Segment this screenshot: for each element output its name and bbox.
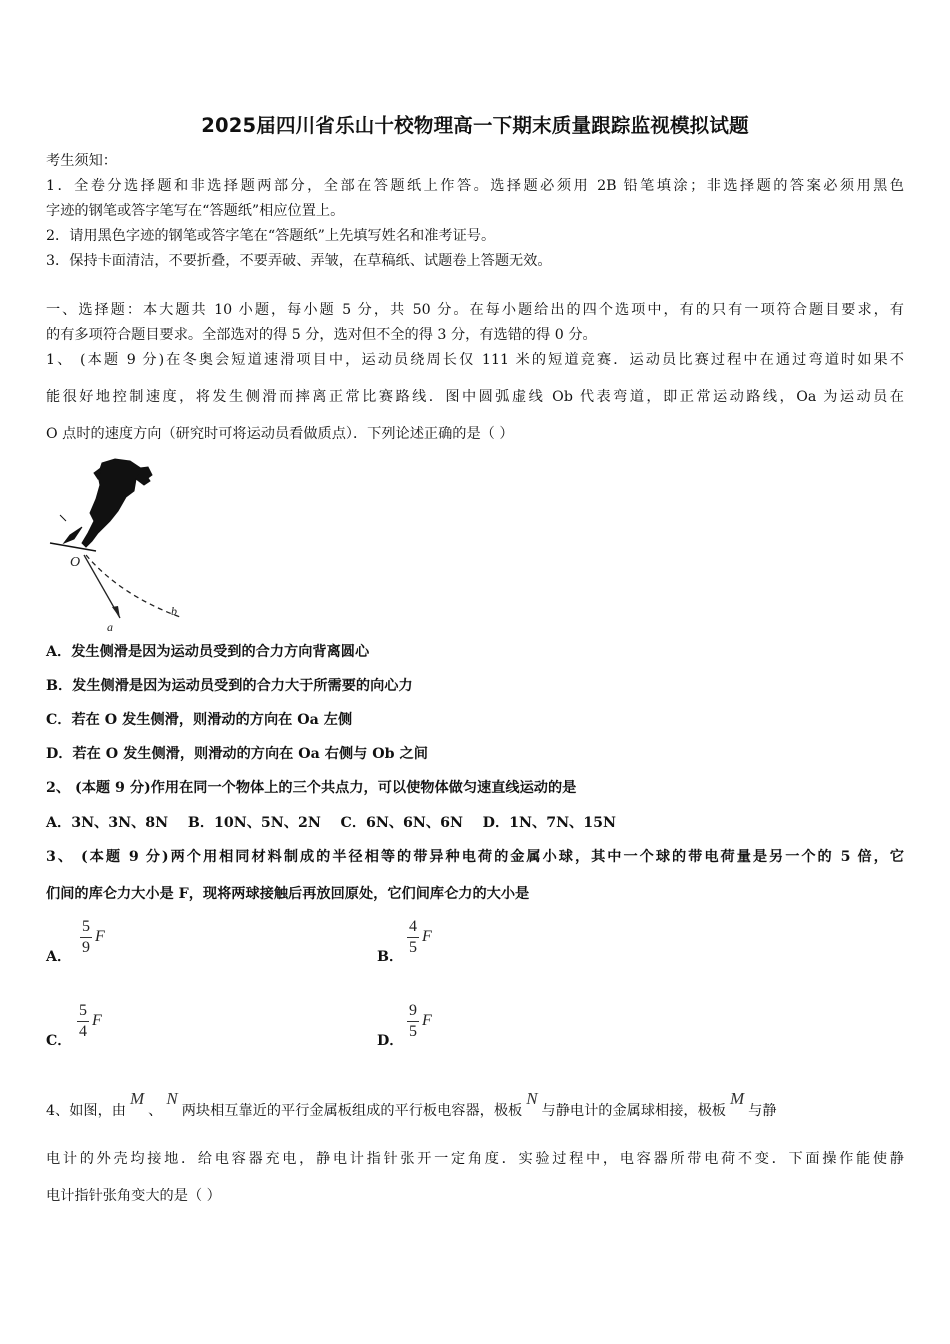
skater-figure bbox=[50, 459, 152, 551]
question-3-stem: 3、 (本题 9 分)两个用相同材料制成的半径相等的带异种电荷的金属小球，其中一个球的带电荷量是另一个的 5 倍，它 bbox=[46, 849, 904, 865]
section-1-instructions-cont: 的有多项符合题目要求。全部选对的得 5 分，选对但不全的得 3 分，有选错的得 0 分。 bbox=[46, 327, 597, 343]
plate-N-symbol-2: N bbox=[526, 1089, 538, 1108]
curve-Ob-dashed bbox=[86, 555, 180, 617]
question-2-stem: 2、 (本题 9 分)作用在同一个物体上的三个共点力，可以使物体做匀速直线运动的是 bbox=[46, 780, 577, 796]
question-1-option-B: B．发生侧滑是因为运动员受到的合力大于所需要的向心力 bbox=[46, 678, 413, 694]
question-1-option-C: C．若在 O 发生侧滑，则滑动的方向在 Oa 左侧 bbox=[46, 712, 353, 728]
question-3-option-D-fraction: 9 5 F bbox=[409, 1002, 432, 1040]
question-1-stem-cont: 能很好地控制速度，将发生侧滑而摔离正常比赛路线．图中圆弧虚线 Ob 代表弯道，即正常运动路线，Oa 为运动员在 bbox=[46, 389, 904, 405]
question-1-option-A: A．发生侧滑是因为运动员受到的合力方向背离圆心 bbox=[46, 644, 370, 660]
point-O-label: O bbox=[70, 555, 81, 570]
plate-M-symbol-2: M bbox=[730, 1089, 745, 1108]
point-b-label: b bbox=[171, 604, 177, 618]
question-3-option-C-fraction: 5 4 F bbox=[79, 1002, 102, 1040]
question-1-option-D: D．若在 O 发生侧滑，则滑动的方向在 Oa 右侧与 Ob 之间 bbox=[46, 746, 428, 762]
notice-item-1: 1．全卷分选择题和非选择题两部分，全部在答题纸上作答。选择题必须用 2B 铅笔填涂；非选择题的答案必须用黑色 bbox=[46, 178, 904, 194]
notice-item-1-cont: 字迹的钢笔或答字笔写在“答题纸”相应位置上。 bbox=[46, 203, 345, 219]
question-3-option-A-label: A． bbox=[46, 949, 72, 965]
notice-heading: 考生须知： bbox=[46, 153, 117, 169]
question-4-stem: 4、如图，由M、N两块相互靠近的平行金属板组成的平行板电容器，极板N与静电计的金属球相接，极板M与静 bbox=[46, 1089, 777, 1119]
section-1-instructions: 一、选择题：本大题共 10 小题，每小题 5 分，共 50 分。在每小题给出的四个选项中，有的只有一项符合题目要求，有 bbox=[46, 302, 904, 318]
notice-item-3: 3．保持卡面清洁，不要折叠，不要弄破、弄皱，在草稿纸、试题卷上答题无效。 bbox=[46, 253, 552, 269]
question-4-stem-end: 电计指针张角变大的是（ ） bbox=[46, 1188, 221, 1204]
question-3-stem-cont: 们间的库仑力大小是 F，现将两球接触后再放回原处，它们间库仑力的大小是 bbox=[46, 886, 530, 902]
question-3-option-D-label: D． bbox=[377, 1033, 404, 1049]
question-3-option-B-label: B． bbox=[377, 949, 404, 965]
question-3-option-C-label: C． bbox=[46, 1033, 72, 1049]
arrow-head-icon bbox=[112, 606, 120, 618]
skater-diagram bbox=[40, 455, 190, 635]
point-a-label: a bbox=[107, 620, 113, 634]
question-2-options: A．3N、3N、8N B．10N、5N、2N C．6N、6N、6N D．1N、7N、15N bbox=[46, 815, 616, 831]
page-title: 2025届四川省乐山十校物理高一下期末质量跟踪监视模拟试题 bbox=[201, 114, 749, 137]
question-4-stem-cont: 电计的外壳均接地．给电容器充电，静电计指针张开一定角度．实验过程中，电容器所带电荷不变．下面操作能使静 bbox=[46, 1151, 904, 1167]
notice-item-2: 2．请用黑色字迹的钢笔或答字笔在“答题纸”上先填写姓名和准考证号。 bbox=[46, 228, 496, 244]
question-3-option-B-fraction: 4 5 F bbox=[409, 918, 432, 956]
question-1-stem: 1、 (本题 9 分)在冬奥会短道速滑项目中，运动员绕周长仅 111 米的短道竞赛．运动员比赛过程中在通过弯道时如果不 bbox=[46, 352, 904, 368]
question-1-stem-end: O 点时的速度方向（研究时可将运动员看做质点）．下列论述正确的是（ ） bbox=[46, 426, 514, 442]
question-3-option-A-fraction: 5 9 F bbox=[82, 918, 105, 956]
plate-M-symbol: M bbox=[129, 1089, 145, 1108]
plate-N-symbol: N bbox=[166, 1089, 178, 1108]
